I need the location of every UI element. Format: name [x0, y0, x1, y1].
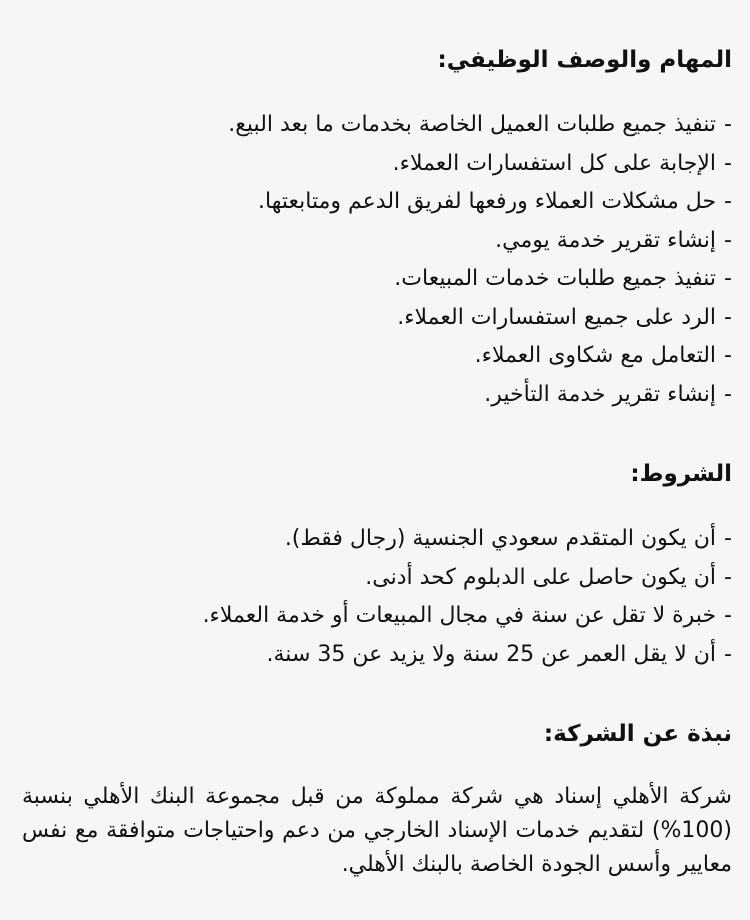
bullet-dash: -	[724, 603, 732, 628]
duties-section	[18, 40, 732, 414]
list-item	[18, 260, 732, 299]
bullet-dash: -	[724, 304, 732, 330]
bullet-dash: -	[724, 526, 732, 551]
about-paragraph: شركة الأهلي إسناد هي شركة مملوكة من قبل مجموعة البنك الأهلي بنسبة (100%) لتقديم خدمات الإسناد الخارجي من دعم واحتياجات متوافقة مع نفس معايير وأسس الجودة الخاصة بالبنك الأهلي.	[22, 784, 732, 877]
list-item	[18, 183, 732, 222]
list-item-text: أن لا يقل العمر عن 25 سنة ولا يزيد عن 35 سنة.	[266, 641, 717, 667]
list-item-text: إنشاء تقرير خدمة التأخير.	[484, 381, 717, 407]
bullet-dash: -	[724, 381, 732, 407]
list-item	[18, 376, 732, 415]
duties-heading: المهام والوصف الوظيفي:	[437, 47, 732, 73]
list-item	[18, 597, 732, 636]
bullet-dash: -	[724, 189, 732, 214]
list-item-text: الرد على جميع استفسارات العملاء.	[397, 304, 717, 330]
list-item-text: خبرة لا تقل عن سنة في مجال المبيعات أو خدمة العملاء.	[202, 603, 717, 628]
list-item	[18, 145, 732, 184]
list-item-text: الإجابة على كل استفسارات العملاء.	[392, 150, 717, 176]
bullet-dash: -	[724, 564, 732, 590]
list-item	[18, 106, 732, 145]
list-item	[18, 520, 732, 559]
about-section	[18, 714, 732, 882]
list-item-text: تنفيذ جميع طلبات العميل الخاصة بخدمات ما بعد البيع.	[228, 112, 717, 137]
list-item	[18, 222, 732, 261]
list-item	[18, 337, 732, 376]
conditions-heading: الشروط:	[630, 461, 732, 487]
list-item	[18, 636, 732, 675]
about-heading: نبذة عن الشركة:	[543, 721, 732, 747]
list-item	[18, 299, 732, 338]
duties-list	[18, 106, 732, 414]
list-item-text: حل مشكلات العملاء ورفعها لفريق الدعم ومتابعتها.	[258, 189, 717, 214]
conditions-section	[18, 454, 732, 674]
list-item-text: التعامل مع شكاوى العملاء.	[474, 343, 717, 368]
list-item-text: إنشاء تقرير خدمة يومي.	[495, 227, 717, 253]
conditions-list	[18, 520, 732, 674]
section-spacer	[18, 414, 732, 436]
list-item-text: أن يكون حاصل على الدبلوم كحد أدنى.	[365, 564, 717, 590]
bullet-dash: -	[724, 266, 732, 291]
bullet-dash: -	[724, 343, 732, 368]
bullet-dash: -	[724, 641, 732, 667]
list-item	[18, 559, 732, 598]
section-spacer	[18, 674, 732, 696]
list-item-text: تنفيذ جميع طلبات خدمات المبيعات.	[394, 266, 717, 291]
bullet-dash: -	[724, 227, 732, 253]
bullet-dash: -	[724, 112, 732, 137]
bullet-dash: -	[724, 150, 732, 176]
list-item-text: أن يكون المتقدم سعودي الجنسية (رجال فقط).	[284, 526, 717, 551]
